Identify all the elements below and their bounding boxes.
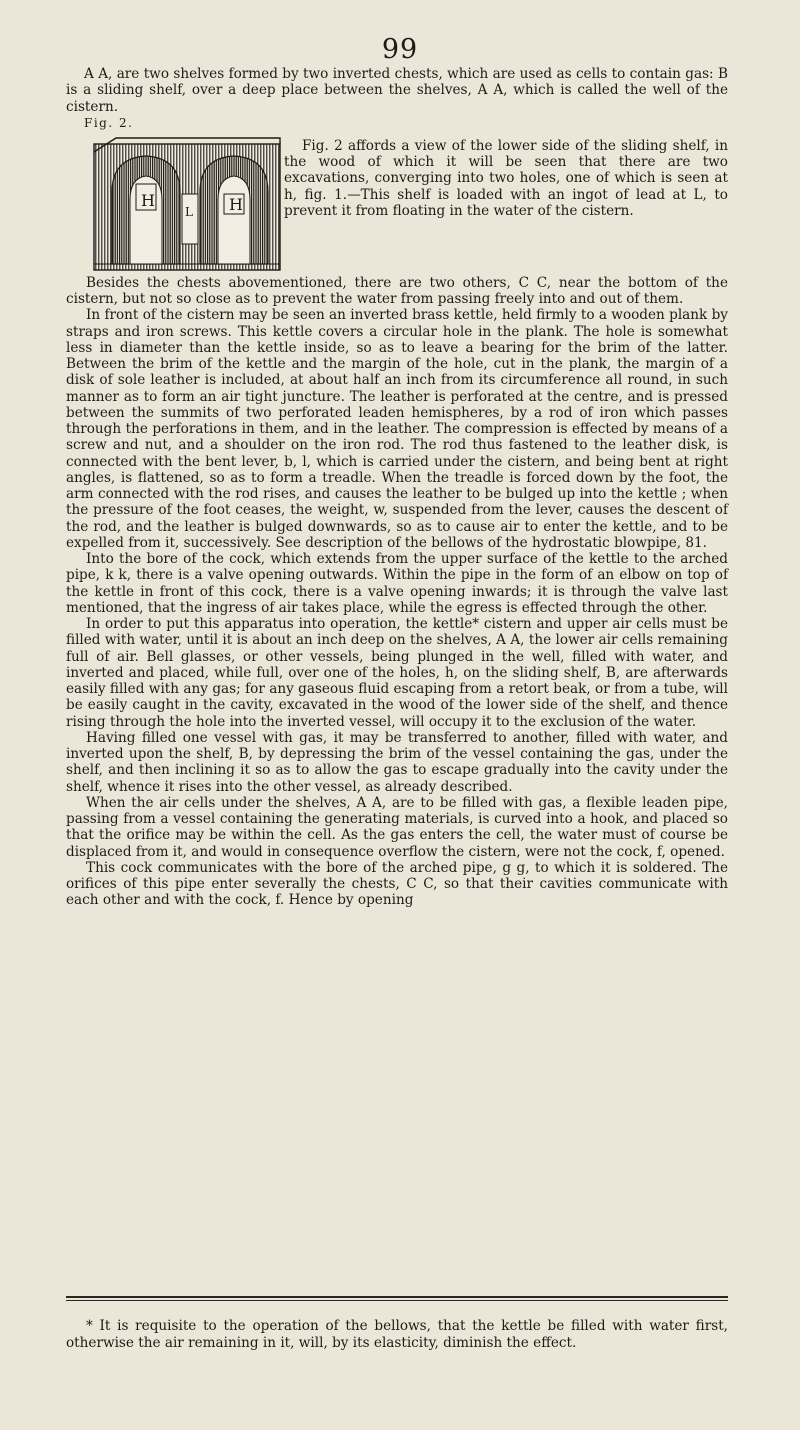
main-text (66, 275, 728, 909)
paragraph-transfer: Having filled one vessel with gas, it may be transferred to another, filled with water, and inverted upon the shelf, B, by depressing the brim of the vessel containing the gas, under the shelf, and then inclining it so as to allow the gas to escape gradually into the cavity under the shelf, whence it rises into the other vessel, as already described. (66, 729, 728, 795)
footnote (66, 1318, 728, 1351)
sliding-shelf-illustration (86, 134, 288, 282)
paragraph-intro: A A, are two shelves formed by two inverted chests, which are used as cells to contain gas: B is a sliding shelf, over a deep place between the shelves, A A, which is called the well of the cistern. (66, 66, 728, 115)
paragraph-arched-pipe: This cock communicates with the bore of the arched pipe, g g, to which it is soldered. The orifices of this pipe enter severally the chests, C C, so that their cavities communicate with each other and with the cock, f. Hence by opening (66, 859, 728, 909)
figure-caption: Fig. 2 affords a view of the lower side of the sliding shelf, in the wood of which it will be seen that there are two excavations, converging into two holes, one of which is seen at h, fig. 1.—This shelf is loaded with an ingot of lead at L, to prevent it from floating in the water of the cistern. (284, 137, 728, 219)
mark-h-right: H (229, 194, 243, 214)
paragraph-chests: Besides the chests abovementioned, there are two others, C C, near the bottom of the cistern, but not so close as to prevent the water from passing freely into and out of them. (66, 274, 728, 307)
paragraph-cock: Into the bore of the cock, which extends from the upper surface of the kettle to the arched pipe, k k, there is a valve opening outwards. Within the pipe in the form of an elbow on top of the kettle in front of this cock, there is a valve opening inwards; it is through the valve last mentioned, that the ingress of air takes place, while the egress is effected through the other. (66, 551, 728, 616)
paragraph-operation: In order to put this apparatus into operation, the kettle* cistern and upper air cells must be filled with water, until it is about an inch deep on the shelves, A A, the lower air cells remaining full of air. Bell glasses, or other vessels, being plunged in the well, filled with water, and inverted and placed, while full, over one of the holes, h, on the sliding shelf, B, are afterwards easily filled with any gas; for any gaseous fluid escaping from a retort beak, or from a tube, will be easily caught in the cavity, excavated in the wood of the lower side of the shelf, and thence rising through the hole into the inverted vessel, will occupy it to the exclusion of the water. (66, 616, 728, 730)
paragraph-air-cells: When the air cells under the shelves, A A, are to be filled with gas, a flexible leaden pipe, passing from a vessel containing the generating materials, is curved into a hook, and placed so that the orifice may be within the cell. As the gas enters the cell, the water must of course be displaced from it, and would in consequence overflow the cistern, were not the cock, f, opened. (66, 794, 728, 860)
lead-ingot (182, 194, 198, 244)
paragraph-kettle: In front of the cistern may be seen an inverted brass kettle, held firmly to a wooden plank by straps and iron screws. This kettle covers a circular hole in the plank. The hole is somewhat less in diameter than the kettle inside, so as to leave a bearing for the brim of the latter. Between the brim of the kettle and the margin of the hole, cut in the plank, the margin of a disk of sole leather is included, at about half an inch from its circumference all round, in such manner as to form an air tight juncture. The leather is perforated at the centre, and is pressed between the summits of two perforated leaden hemispheres, by a rod of iron which passes through the perforations in them, and in the leather. The compression is effected by means of a screw and nut, and a shoulder on the iron rod. The rod thus fastened to the leather disk, is connected with the bent lever, b, l, which is carried under the cistern, and being bent at right angles, is flattened, so as to form a treadle. When the treadle is forced down by the foot, the arm connected with the rod rises, and causes the leather to be bulged up into the kettle ; when the pressure of the foot ceases, the weight, w, suspended from the lever, causes the descent of the rod, and the leather is bulged downwards, so as to cause air to enter the kettle, and to be expelled from it, successively. See description of the bellows of the hydrostatic blowpipe, 81. (66, 307, 728, 551)
figure-label: Fig. 2. (84, 115, 134, 130)
mark-l: L (185, 204, 193, 219)
excavation-left (112, 156, 180, 264)
figure-block (66, 134, 728, 280)
mark-h-left: H (141, 190, 155, 210)
footnote-divider (66, 1296, 728, 1301)
body-text (66, 66, 728, 909)
footnote-text: * It is requisite to the operation of the bellows, that the kettle be filled with water first, otherwise the air remaining in it, will, by its elasticity, diminish the effect. (66, 1318, 728, 1351)
page-number: 99 (381, 34, 419, 65)
